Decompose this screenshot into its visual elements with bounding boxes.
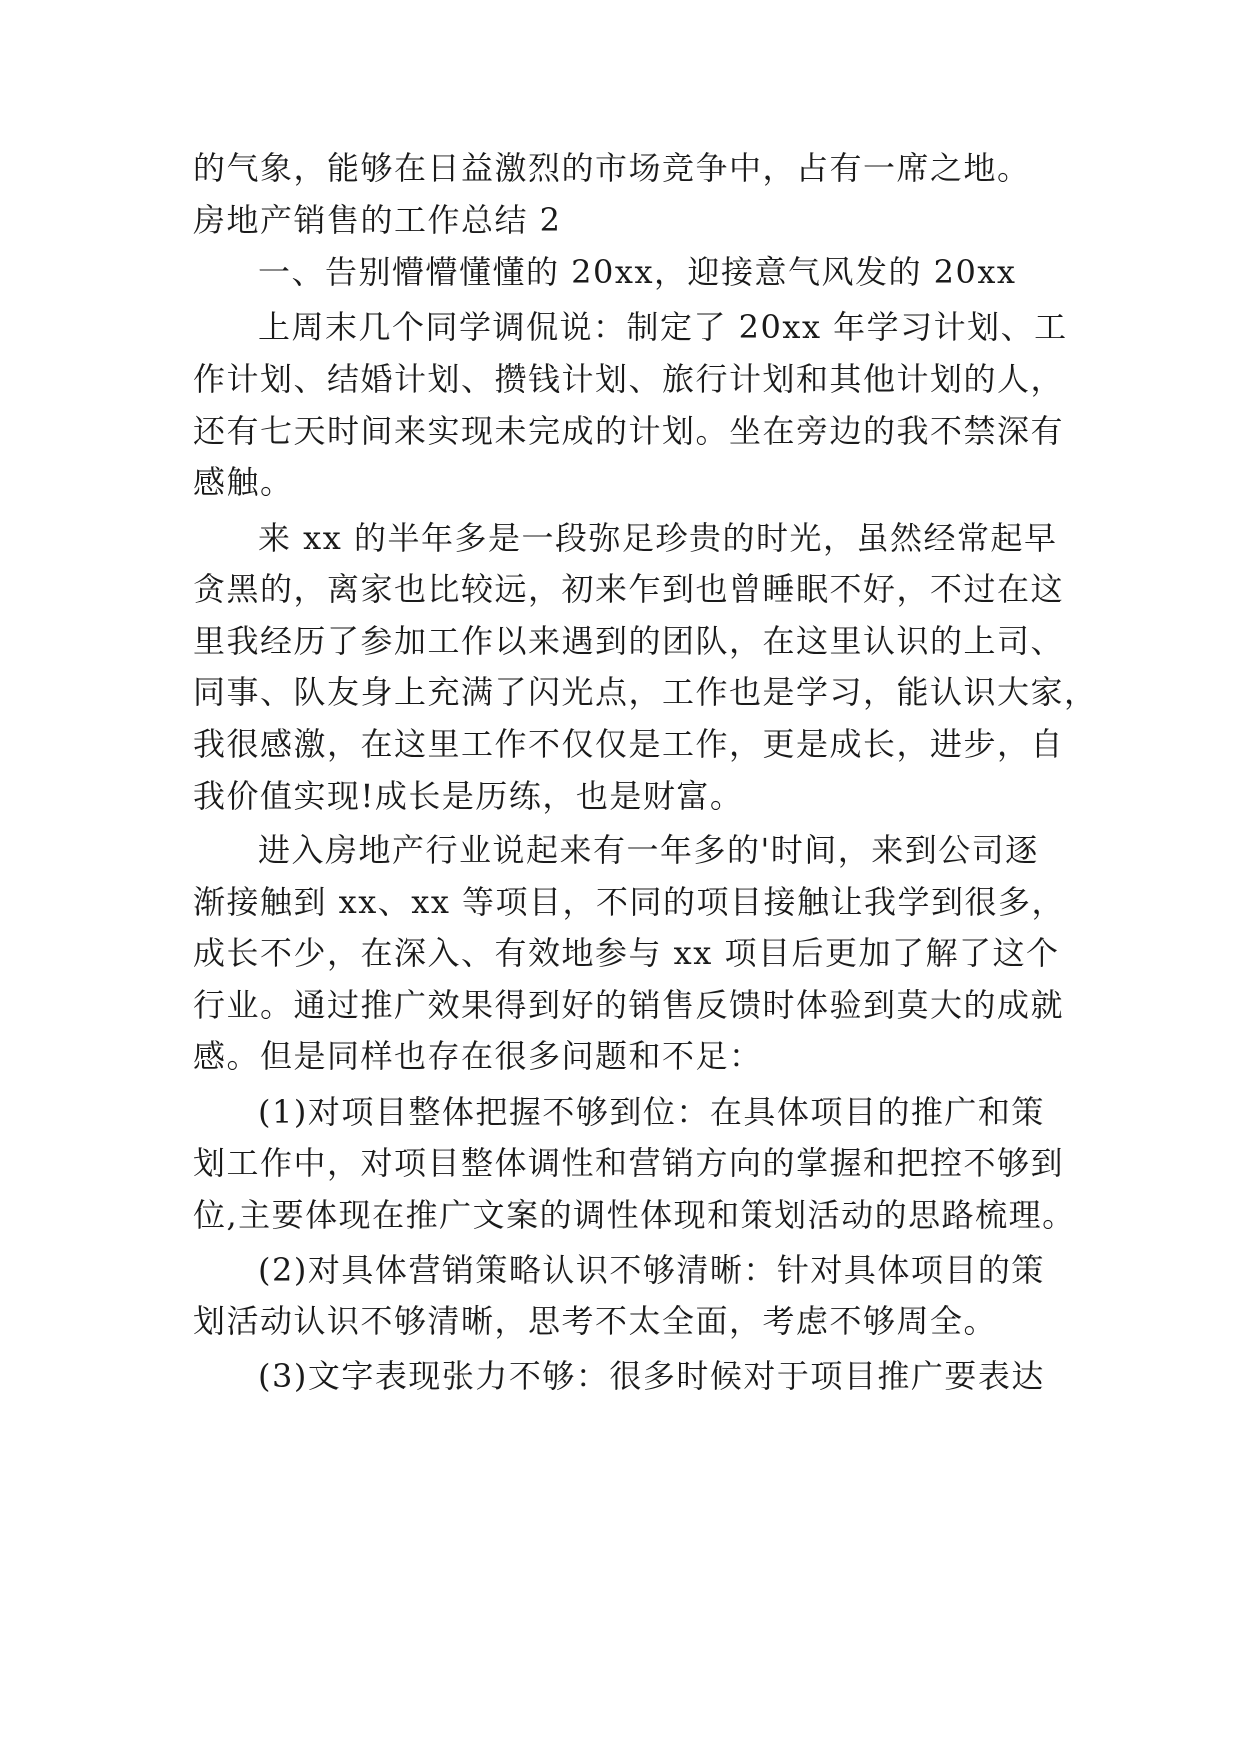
paragraph-line: 成长不少，在深入、有效地参与 xx 项目后更加了解了这个: [193, 934, 1060, 972]
subsection-heading: 一、告别懵懵懂懂的 20xx，迎接意气风发的 20xx: [258, 253, 1017, 291]
list-item-line: (1)对项目整体把握不够到位：在具体项目的推广和策: [258, 1093, 1045, 1131]
paragraph-line: 渐接触到 xx、xx 等项目，不同的项目接触让我学到很多，: [193, 883, 1066, 921]
paragraph-line: 的气象，能够在日益激烈的市场竞争中，占有一席之地。: [193, 149, 1031, 187]
section-heading: 房地产销售的工作总结 2: [193, 201, 562, 239]
paragraph-line: 感触。: [193, 463, 294, 501]
list-item-line: (3)文字表现张力不够：很多时候对于项目推广要表达: [258, 1357, 1045, 1395]
paragraph-line: 贪黑的，离家也比较远，初来乍到也曾睡眠不好，不过在这: [193, 570, 1065, 608]
paragraph-line: 里我经历了参加工作以来遇到的团队，在这里认识的上司、: [193, 622, 1065, 660]
list-item-line: 划工作中，对项目整体调性和营销方向的掌握和把控不够到: [193, 1144, 1065, 1182]
paragraph-line: 同事、队友身上充满了闪光点，工作也是学习，能认识大家，: [193, 673, 1098, 711]
paragraph-line: 我价值实现!成长是历练，也是财富。: [193, 777, 744, 815]
paragraph-line: 来 xx 的半年多是一段弥足珍贵的时光，虽然经常起早: [258, 519, 1058, 557]
paragraph-line: 进入房地产行业说起来有一年多的'时间，来到公司逐: [258, 831, 1039, 869]
paragraph-line: 行业。通过推广效果得到好的销售反馈时体验到莫大的成就: [193, 986, 1065, 1024]
list-item-line: 位,主要体现在推广文案的调性体现和策划活动的思路梳理。: [193, 1196, 1076, 1234]
paragraph-line: 还有七天时间来实现未完成的计划。坐在旁边的我不禁深有: [193, 412, 1065, 450]
list-item-line: 划活动认识不够清晰，思考不太全面，考虑不够周全。: [193, 1302, 998, 1340]
paragraph-line: 上周末几个同学调侃说：制定了 20xx 年学习计划、工: [258, 308, 1068, 346]
paragraph-line: 感。但是同样也存在很多问题和不足：: [193, 1037, 763, 1075]
paragraph-line: 我很感激，在这里工作不仅仅是工作，更是成长，进步，自: [193, 725, 1065, 763]
list-item-line: (2)对具体营销策略认识不够清晰：针对具体项目的策: [258, 1251, 1045, 1289]
paragraph-line: 作计划、结婚计划、攒钱计划、旅行计划和其他计划的人，: [193, 360, 1065, 398]
